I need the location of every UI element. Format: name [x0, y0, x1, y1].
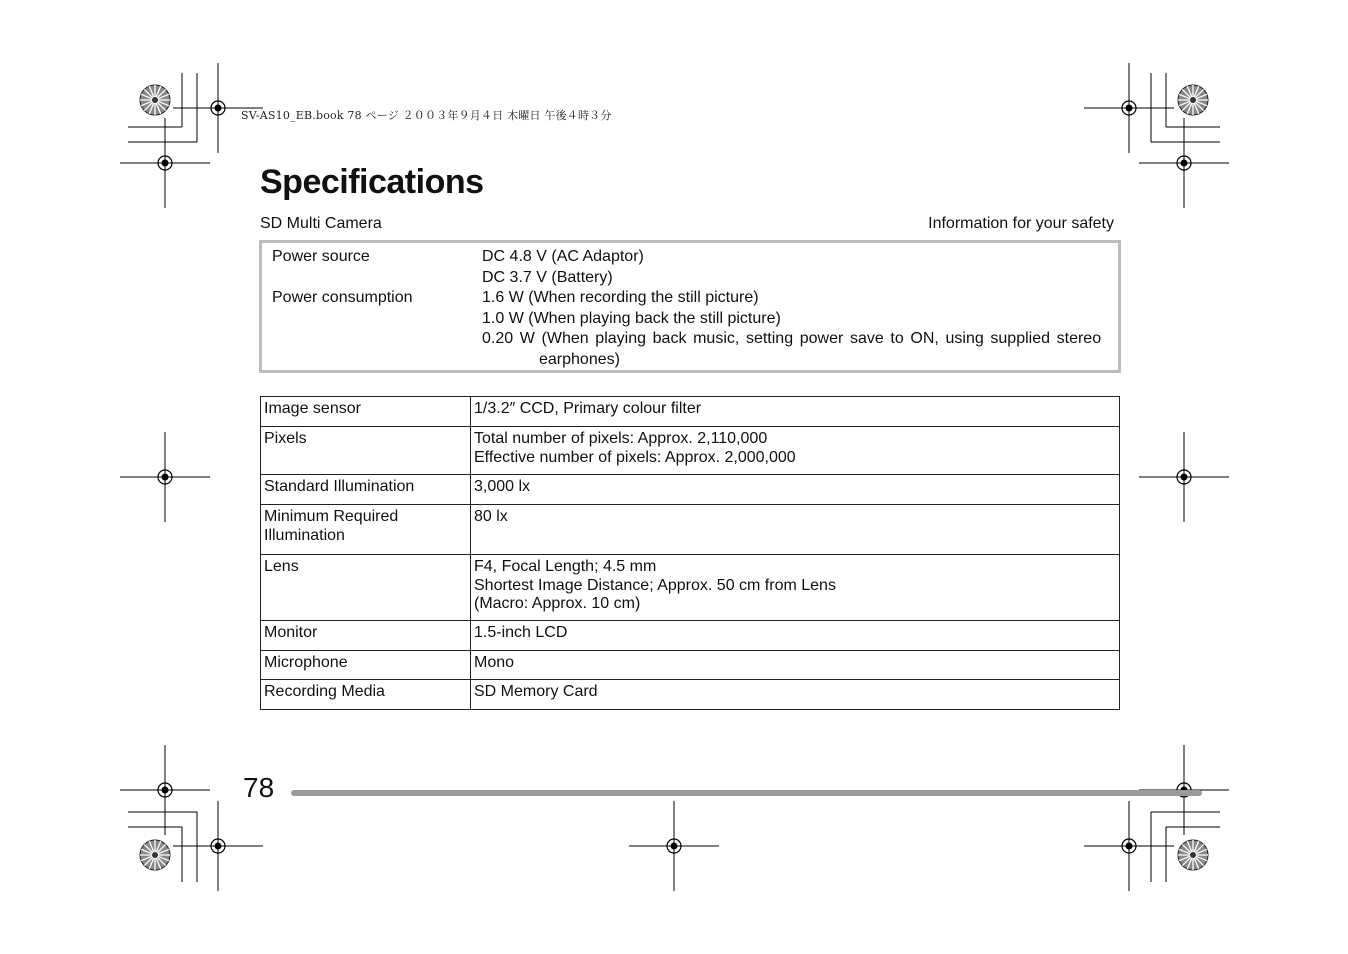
power-source-value: DC 3.7 V (Battery) [482, 268, 613, 286]
spec-value-line: Mono [474, 654, 515, 671]
spec-value-line: 1.5-inch LCD [474, 624, 568, 641]
table-row [261, 475, 1120, 505]
table-row [261, 651, 1120, 680]
footer-rule [291, 790, 1202, 796]
spec-table [260, 396, 1120, 710]
table-row [261, 621, 1120, 651]
page-number: 78 [243, 772, 275, 803]
spec-value-line: F4, Focal Length; 4.5 mm [474, 558, 657, 575]
power-consumption-value: 0.20 W (When playing back music, setting power save to ON, using supplied stereo [482, 330, 1102, 347]
spec-label [261, 505, 471, 555]
spec-value [471, 680, 1120, 710]
spec-label-line: Illumination [264, 526, 345, 544]
page-title: Specifications [260, 163, 484, 201]
spec-value [471, 555, 1120, 621]
table-row [261, 397, 1120, 427]
power-consumption-value: earphones) [539, 350, 620, 368]
spec-value-line: 1/3.2″ CCD, Primary colour filter [474, 400, 702, 417]
spec-value-line: SD Memory Card [474, 683, 598, 700]
table-row [261, 680, 1120, 710]
spec-value-line: Shortest Image Distance; Approx. 50 cm from Lens [474, 576, 836, 594]
safety-section-label: Information for your safety [928, 215, 1114, 232]
spec-label-line: Minimum Required [264, 508, 399, 525]
spec-value-line: (Macro: Approx. 10 cm) [474, 595, 641, 612]
product-subtitle: SD Multi Camera [260, 215, 382, 232]
spec-value [471, 651, 1120, 680]
power-consumption-value: 1.6 W (When recording the still picture) [482, 289, 759, 306]
spec-value [471, 397, 1120, 427]
power-spec-box [259, 240, 1121, 373]
spec-value [471, 427, 1120, 475]
spec-value-line: Total number of pixels: Approx. 2,110,000 [474, 430, 768, 447]
power-source-value: DC 4.8 V (AC Adaptor) [482, 248, 644, 265]
table-row [261, 505, 1120, 555]
spec-value-line: 3,000 lx [474, 478, 531, 495]
spec-value-line: Effective number of pixels: Approx. 2,000,000 [474, 448, 796, 466]
spec-value [471, 621, 1120, 651]
spec-value [471, 475, 1120, 505]
power-source-label: Power source [272, 248, 370, 265]
table-row [261, 555, 1120, 621]
spec-label: Pixels [261, 427, 471, 475]
spec-label: Lens [261, 555, 471, 621]
spec-label: Microphone [261, 651, 471, 680]
spec-value-line: 80 lx [474, 508, 508, 525]
spec-label: Standard Illumination [261, 475, 471, 505]
spec-label: Image sensor [261, 397, 471, 427]
spec-label: Monitor [261, 621, 471, 651]
print-slug-header: SV-AS10_EB.book 78 ページ ２００３年９月４日 木曜日 午後４時３分 [241, 109, 612, 122]
spec-value [471, 505, 1120, 555]
power-consumption-label: Power consumption [272, 289, 413, 306]
table-row [261, 427, 1120, 475]
spec-label: Recording Media [261, 680, 471, 710]
power-consumption-value: 1.0 W (When playing back the still picture) [482, 309, 781, 327]
